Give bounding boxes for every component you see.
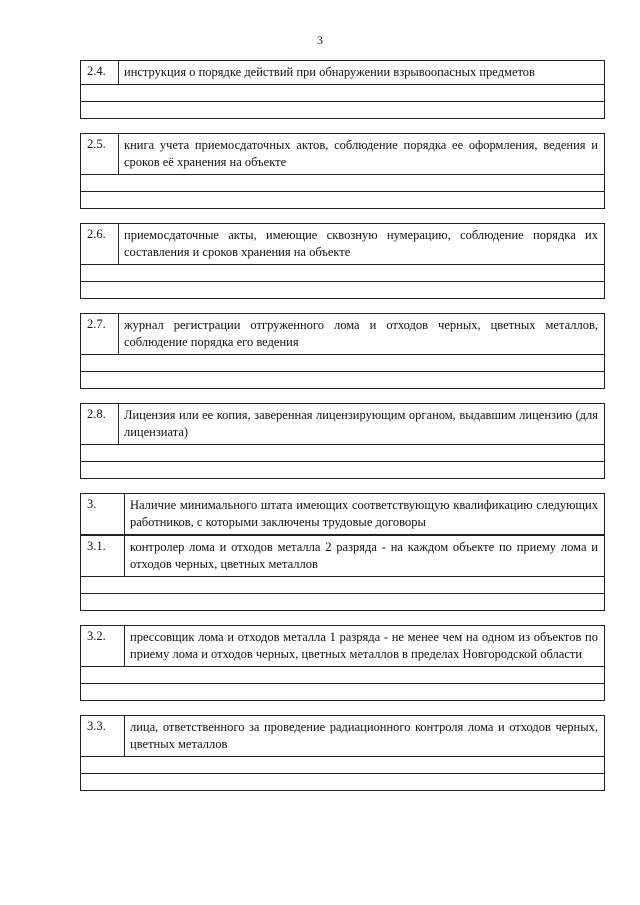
section-number: 3.3. — [81, 716, 125, 756]
section-block — [80, 133, 605, 209]
section-block — [80, 403, 605, 479]
blank-row — [80, 774, 605, 791]
blank-row — [80, 265, 605, 282]
checklist-table — [80, 60, 605, 791]
blank-row — [80, 282, 605, 299]
section-row — [80, 715, 605, 757]
section-number: 3.2. — [81, 626, 125, 666]
section-block — [80, 625, 605, 701]
section-text: журнал регистрации отгруженного лома и отходов черных, цветных металлов, соблюдение порядка его ведения — [124, 318, 598, 349]
blank-row — [80, 684, 605, 701]
section-number: 2.7. — [81, 314, 119, 354]
blank-row — [80, 667, 605, 684]
table-gap — [80, 209, 605, 223]
section-row — [80, 60, 605, 85]
blank-row — [80, 445, 605, 462]
blank-row — [80, 192, 605, 209]
section-row — [80, 313, 605, 355]
section-block — [80, 493, 605, 535]
section-row — [80, 625, 605, 667]
blank-row — [80, 355, 605, 372]
section-text: Наличие минимального штата имеющих соответствующую квалификацию следующих работников, с которыми заключены трудовые договоры — [130, 498, 598, 529]
section-row — [80, 223, 605, 265]
section-number: 2.4. — [81, 61, 119, 84]
table-gap — [80, 479, 605, 493]
blank-row — [80, 85, 605, 102]
section-block — [80, 535, 605, 611]
section-text: приемосдаточные акты, имеющие сквозную нумерацию, соблюдение порядка их составления и сроков хранения на объекте — [124, 228, 598, 259]
blank-row — [80, 372, 605, 389]
blank-row — [80, 462, 605, 479]
section-text: инструкция о порядке действий при обнаружении взрывоопасных предметов — [124, 65, 535, 79]
section-text: книга учета приемосдаточных актов, соблюдение порядка ее оформления, ведения и сроков её хранения на объекте — [124, 138, 598, 169]
section-number: 2.5. — [81, 134, 119, 174]
page-number: 3 — [317, 33, 323, 47]
table-gap — [80, 701, 605, 715]
section-text: лица, ответственного за проведение радиационного контроля лома и отходов черных, цветных металлов — [130, 720, 598, 751]
section-block — [80, 313, 605, 389]
section-number: 3. — [81, 494, 125, 534]
table-gap — [80, 611, 605, 625]
blank-row — [80, 102, 605, 119]
section-row — [80, 493, 605, 535]
section-row — [80, 403, 605, 445]
table-gap — [80, 389, 605, 403]
section-row — [80, 535, 605, 577]
blank-row — [80, 757, 605, 774]
table-gap — [80, 119, 605, 133]
section-text: прессовщик лома и отходов металла 1 разряда - не менее чем на одном из объектов по приему лома и отходов черных, цветных металлов в пределах Новгородской области — [130, 630, 598, 661]
section-block — [80, 223, 605, 299]
section-block — [80, 715, 605, 791]
section-number: 3.1. — [81, 536, 125, 576]
section-number: 2.6. — [81, 224, 119, 264]
blank-row — [80, 577, 605, 594]
blank-row — [80, 594, 605, 611]
section-block — [80, 60, 605, 119]
section-number: 2.8. — [81, 404, 119, 444]
blank-row — [80, 175, 605, 192]
table-gap — [80, 299, 605, 313]
section-text: Лицензия или ее копия, заверенная лицензирующим органом, выдавшим лицензию (для лицензиата) — [124, 408, 598, 439]
section-row — [80, 133, 605, 175]
section-text: контролер лома и отходов металла 2 разряда - на каждом объекте по приему лома и отходов черных, цветных металлов — [130, 540, 598, 571]
